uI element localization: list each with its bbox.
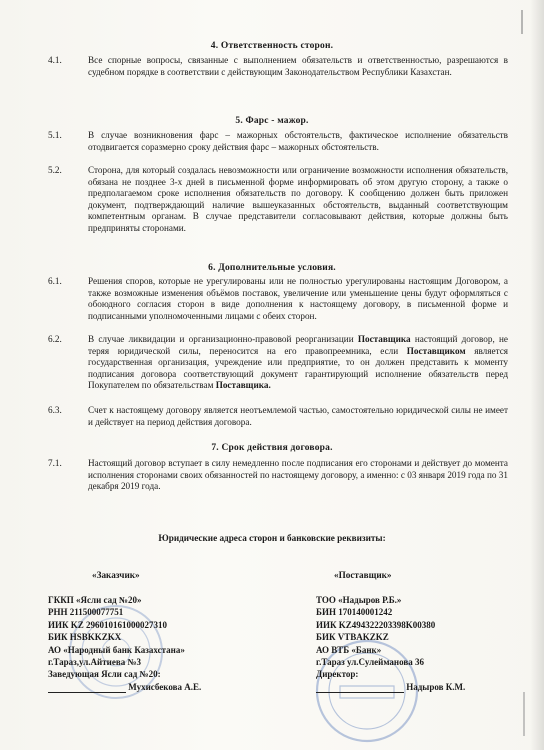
supplier-term: Поставщиком	[406, 345, 466, 356]
supplier-bin: БИН 170140001242	[316, 607, 393, 618]
section-title-5: 5. Фарс - мажор.	[235, 116, 309, 126]
clause-number: 5.2.	[48, 165, 62, 175]
supplier-requisites	[316, 594, 465, 693]
requisites-title: Юридические адреса сторон и банковские реквизиты:	[158, 533, 386, 543]
supplier-address: г.Тараз ул.Сулейманова 36	[316, 657, 424, 668]
clause-5-1	[48, 130, 508, 153]
supplier-term: Поставщика.	[215, 380, 271, 391]
staple-icon	[510, 8, 530, 38]
clause-6-1	[48, 276, 508, 322]
customer-signature-row	[48, 681, 201, 693]
supplier-term: Поставщика	[357, 334, 411, 344]
supplier-signatory: Надыров К.М.	[406, 681, 466, 692]
clause-text: Решения споров, которые не урегулированы или не полностью урегулированы настоящим Договором, а также возможные изменения объёмов поставок, увеличение или уменьшение цены будут оформляться с обоюдного согласия сторон в виде дополнения к настоящему договору, в письменной форме и подписанными уполномоченными лицами с обеих сторон.	[88, 276, 508, 321]
supplier-signer-role: Директор:	[316, 669, 359, 680]
customer-signer-role: Заведующая Ясли сад №20:	[48, 669, 161, 680]
customer-signatory: Мухисбекова А.Е.	[128, 681, 202, 692]
clause-text-part: является государственная организация, учреждение или предприятие, то он должен представить к моменту подписания договора соответствующий документ гарантирующий исполнение обязательств перед Покупателем по обязательствам	[88, 345, 509, 391]
section-title-4: 4. Ответственность сторон.	[210, 41, 334, 51]
supplier-iik: ИИК KZ494322203398K00380	[316, 619, 436, 630]
supplier-heading: «Поставщик»	[334, 570, 392, 580]
customer-bank: АО «Народный банк Казахстана»	[48, 644, 185, 655]
clause-number: 6.2.	[48, 334, 62, 344]
signature-line	[316, 692, 404, 693]
customer-name: ГККП «Ясли сад №20»	[48, 595, 142, 605]
staple-icon	[516, 690, 532, 740]
clause-text-part: настоящий договор, не теряя юридической силы, переносится на его правопреемника, если	[88, 334, 508, 356]
supplier-name: ТОО «Надыров Р.Б.»	[316, 595, 402, 605]
customer-requisites	[48, 594, 201, 693]
customer-iik: ИИК KZ 296010161000027310	[48, 619, 168, 630]
clause-number: 4.1.	[48, 55, 62, 65]
clause-text: В случае возникновения фарс – мажорных обстоятельств, фактическое исполнение обязательств отодвигается соразмерно сроку действия фарс – мажорных обстоятельств.	[88, 130, 508, 152]
section-title-7: 7. Срок действия договора.	[211, 443, 333, 453]
clause-number: 6.1.	[48, 276, 62, 286]
clause-number: 5.1.	[48, 130, 62, 140]
clause-text: Сторона, для который создалась невозможности или ограничение возможности исполнения обязательств, обязана не позднее 3-х дней в письменной форме информировать об этом другую сторону, а также о предполагаемом сроке исполнения обязательств по договору. К сообщению должен быть приложен документ, подтверждающий наличие вышеуказанных обстоятельств, выданный соответствующим компетентным органам. В случае представители согласовывают действия, которые должны быть предприняты сторонами.	[88, 165, 508, 233]
customer-rnn: РНН 211500077751	[48, 607, 124, 618]
signature-line	[48, 692, 126, 693]
clause-6-2	[48, 334, 508, 392]
clause-7-1	[48, 458, 508, 493]
section-title-6: 6. Дополнительные условия.	[208, 263, 336, 273]
clause-5-2	[48, 165, 508, 235]
clause-text-part: В случае ликвидации и организационно-правовой реорганизации	[88, 334, 358, 344]
clause-text: Все спорные вопросы, связанные с выполнением обязательств и ответственностью, разрешаются в судебном порядке в соответствии с действующим Законодательством Республики Казахстан.	[88, 55, 508, 77]
clause-number: 6.3.	[48, 405, 62, 415]
clause-text	[88, 334, 508, 392]
customer-address: г.Тараз,ул.Айтиева №3	[48, 657, 141, 668]
page-edge-shadow	[530, 0, 544, 750]
supplier-bik: БИК VTBAKZKZ	[316, 632, 389, 643]
customer-bik: БИК HSBKKZKX	[48, 632, 122, 643]
clause-6-3	[48, 405, 508, 428]
clause-text: Счет к настоящему договору является неотъемлемой частью, самостоятельно юридической силы не имеет и действует на период действия договора.	[88, 405, 508, 427]
clause-4-1	[48, 55, 508, 78]
supplier-bank: АО ВТБ «Банк»	[316, 644, 382, 655]
clause-number: 7.1.	[48, 458, 62, 468]
customer-heading: «Заказчик»	[92, 570, 140, 580]
supplier-signature-row	[316, 681, 465, 693]
clause-text: Настоящий договор вступает в силу немедленно после подписания его сторонами и действует до момента исполнения сторонами своих обязанностей по настоящему договору, а именно: с 03 января 2019 года по 31 декабря 2019 года.	[88, 458, 508, 492]
